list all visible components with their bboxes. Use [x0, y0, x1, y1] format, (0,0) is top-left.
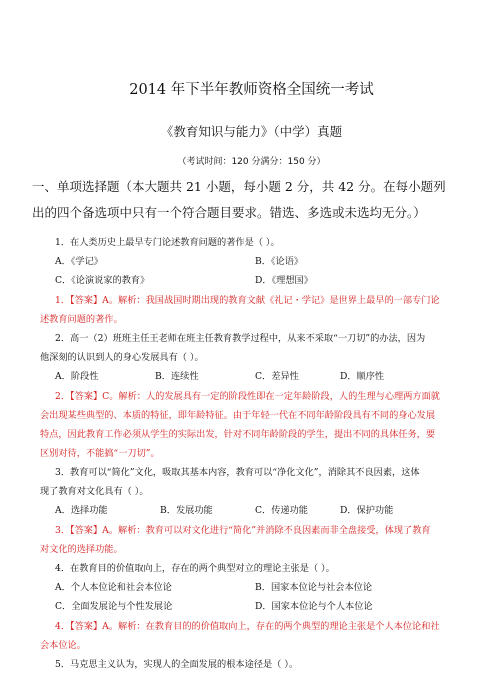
- answer-explanation: 特点，因此教育工作必须从学生的实际出发，针对不同年龄阶段的学生，提出不同的具体任务，要: [40, 429, 436, 440]
- answer-explanation: 4．【答案】A。解析：在教育目的的价值取向上，存在的两个典型的理论主张是个人本位论和社: [55, 621, 440, 632]
- option: C．全面发展论与个性发展论: [55, 601, 173, 612]
- question-stem: 3．教育可以“简化”文化，吸取其基本内容，教育可以“净化文化”，消除其不良因素，这体: [55, 467, 420, 478]
- section-heading: [32, 174, 480, 226]
- option: D．《理想国》: [255, 275, 313, 286]
- section-heading-line: 出的四个备选项中只有一个符合题目要求。错选、多选或未选均无分。）: [32, 205, 426, 220]
- option: D．国家本位论与个人本位论: [255, 601, 373, 612]
- question-stem: 1．在人类历史上最早专门论述教育问题的著作是（ ）。: [55, 237, 280, 248]
- question-stem: 2．高一（2）班班主任王老师在班主任教育教学过程中，从来不采取“一刀切”的办法，因为: [55, 333, 426, 344]
- answer-explanation: 会本位论。: [40, 640, 86, 651]
- question-stem: 他深刻的认识到人的身心发展具有（ ）。: [40, 352, 204, 363]
- option: B．发展功能: [160, 505, 213, 516]
- option: A．选择功能: [55, 505, 108, 516]
- answer-explanation: 对文化的选择功能。: [40, 544, 123, 555]
- option: C．《论演说家的教育》: [55, 275, 150, 286]
- question-stem: 4．在教育目的价值取向上，存在的两个典型对立的理论主张是（ ）。: [55, 563, 335, 574]
- option: A．个人本位论和社会本位论: [55, 582, 172, 593]
- option: B．连续性: [155, 371, 199, 382]
- option: C．差异性: [255, 371, 299, 382]
- option: A．阶段性: [55, 371, 99, 382]
- answer-explanation: 2．【答案】C。解析：人的发展具有一定的阶段性即在一定年龄阶段，人的生理与心理两方面就: [55, 391, 440, 402]
- exam-meta: （考试时间：120 分满分：150 分）: [177, 157, 326, 167]
- answer-explanation: 3．【答案】A。解析：教育可以对文化进行“简化”并消除不良因素而非全盘接受，体现了教育: [55, 525, 431, 536]
- option: A．《学记》: [55, 256, 103, 267]
- answer-explanation: 会出现某些典型的、本质的特征，即年龄特征。由于年轻一代在不同年龄阶段具有不同的身心发展: [40, 410, 436, 421]
- answer-explanation: 述教育问题的著作。: [40, 314, 123, 325]
- answer-explanation: 1．【答案】A。解析：我国战国时期出现的教育文献《礼记・学记》是世界上最早的一部专门论: [55, 295, 440, 306]
- option: B．《论语》: [255, 256, 304, 267]
- option: B．国家本位论与社会本位论: [255, 582, 373, 593]
- question-stem: 5．马克思主义认为，实现人的全面发展的根本途径是（ ）。: [55, 659, 299, 670]
- option: C．传递功能: [255, 505, 308, 516]
- answer-explanation: 区别对待，不能搞“一刀切”。: [40, 448, 160, 459]
- option: D．保护功能: [340, 505, 394, 516]
- exam-subtitle: 《教育知识与能力》（中学）真题: [160, 124, 343, 139]
- section-heading-line: 一、单项选择题（本大题共 21 小题，每小题 2 分，共 42 分。在每小题列: [32, 179, 446, 194]
- exam-title: 2014 年下半年教师资格全国统一考试: [129, 82, 374, 98]
- option: D．顺序性: [340, 371, 385, 382]
- question-stem: 现了教育对文化具有（ ）。: [40, 486, 149, 497]
